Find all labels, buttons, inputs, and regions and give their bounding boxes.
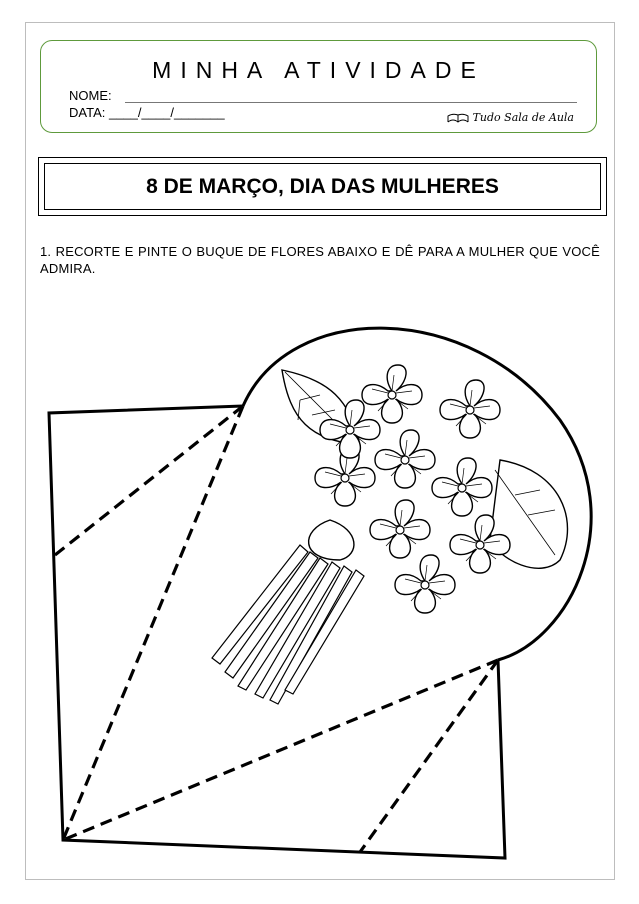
cut-line-1 — [55, 406, 243, 555]
name-label: NOME: — [69, 88, 112, 103]
cut-line-4 — [360, 660, 498, 852]
instruction-text: 1. RECORTE E PINTE O BUQUE DE FLORES ABAIXO E DÊ PARA A MULHER QUE VOCÊ ADMIRA. — [40, 244, 600, 276]
date-field[interactable]: DATA: ____/____/_______ — [69, 105, 225, 120]
cut-line-2 — [63, 406, 243, 840]
activity-title: 8 DE MARÇO, DIA DAS MULHERES — [146, 174, 499, 198]
header-title: MINHA ATIVIDADE — [152, 57, 485, 83]
flower-stems — [212, 545, 364, 704]
bouquet-circle-lower — [209, 406, 260, 640]
brand-text: Tudo Sala de Aula — [472, 111, 574, 124]
